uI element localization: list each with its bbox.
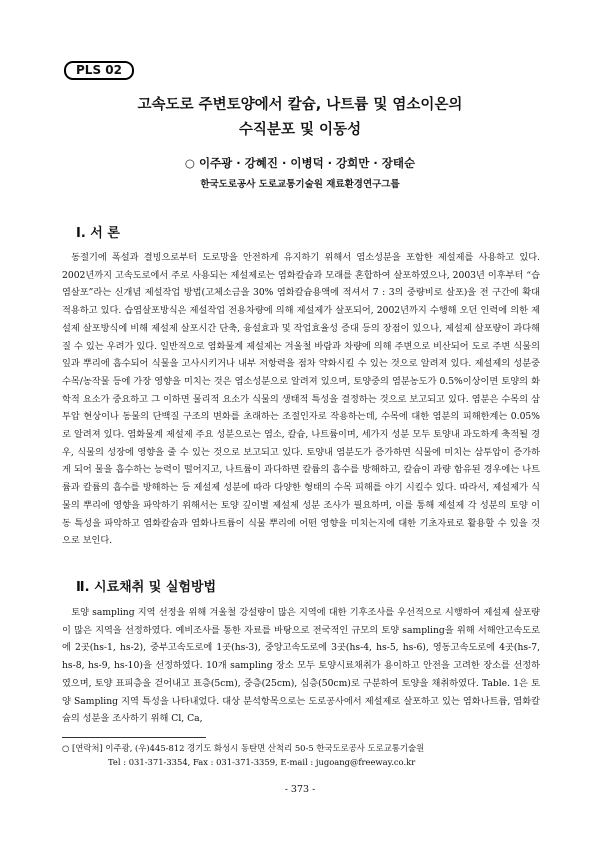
footnote-phone-line: Tel : 031-371-3354, Fax : 031-371-3359, E-mail : jugoang@freeway.co.kr xyxy=(108,757,416,767)
author-list: ○ 이주광 · 강혜진 · 이병덕 · 강희만 · 장태순 xyxy=(184,156,416,170)
footnote-divider xyxy=(62,737,206,738)
methods-body: 토양 sampling 지역 선정을 위해 겨울철 강설량이 많은 지역에 대한 기후조사를 우선적으로 시행하여 제설제 살포량이 많은 지역을 선정하였다. 예비조사를 통한 자료를 바탕으로 전국적인 규모의 토양 sampling을 위해 서해안고속도로에 2곳(hs-1, hs-2), 중부고속도로에 1곳(hs-3), 중앙고속도로에 3곳(hs-4, hs-5, hs-6), 영동고속도로에 4곳(hs-7, hs-8, hs-9, hs-10)을 선정하였다. 10개 sampling 장소 모두 토양시료채취가 용이하고 안전을 고려한 장소를 선정하였으며, 토양 표피층을 걷어내고 표층(5cm), 중층(25cm), 심층(50cm)로 구분하여 토양을 채취하였다. Table. 1은 토양 Sampling 지역 특성을 나타내었다. 대상 분석항목으로는 도로공사에서 제설제로 살포하고 있는 염화나트륨, 염화칼슘의 성분을 조사하기 위해 Cl, Ca, xyxy=(62,607,540,725)
paper-title-line-1: 고속도로 주변토양에서 칼슘, 나트륨 및 염소이온의 xyxy=(137,97,463,113)
affiliation: 한국도로공사 도로교통기술원 재료환경연구그룹 xyxy=(200,179,400,190)
footnote-contact-line: ○ [연락처] 이주광, (우)445-812 경기도 화성시 동탄면 산척리 50-5 한국도로공사 도로교통기술원 xyxy=(62,743,425,753)
page-number: - 373 - xyxy=(284,784,316,795)
section-heading-introduction: Ⅰ. 서 론 xyxy=(76,226,120,241)
footnote xyxy=(62,741,540,769)
introduction-body: 동절기에 폭설과 결빙으로부터 도로망을 안전하게 유지하기 위해서 염소성분을 포함한 제설제를 사용하고 있다. 2002년까지 고속도로에서 주로 사용되는 제설제로는 염화칼슘과 모래를 혼합하여 살포하였으나, 2003년 이후부터 “습염살포”라는 신개념 제설작업 방법(고체소금을 30% 염화칼슘용액에 적셔서 7 : 3의 중량비로 살포)을 전 구간에 확대 적용하고 있다. 습염살포방식은 제설작업 전용차량에 의해 제설제가 살포되어, 2002년까지 수행해 오던 인력에 의한 제설제 살포방식에 비해 제설제 살포시간 단축, 융설효과 및 작업효율성 증대 등의 장점이 있으나, 제설제 살포량이 과다해 질 수 있는 우려가 있다. 일반적으로 염화물계 제설제는 겨울철 바람과 차량에 의해 주변으로 비산되어 도로 주변 식물의 잎과 뿌리에 흡수되어 식물을 고사시키거나 내부 저항력을 점차 약화시킬 수 있는 것으로 알려져 있다. 제설제의 성분중 수목/농작물 등에 가장 영향을 미치는 것은 염소성분으로 알려져 있으며, 토양중의 염분농도가 0.5%이상이면 토양의 화학적 요소가 중요하고 그 이하면 물리적 요소가 식물의 생태적 특성을 결정하는 것으로 보고되고 있다. 염분은 수목의 삼투압 현상이나 동물의 단백질 구조의 변화를 초래하는 조절인자로 작용하는데, 수목에 대한 염분의 피해한계는 0.05%로 알려져 있다. 염화물계 제설제 주요 성분으로는 염소, 칼슘, 나트륨이며, 세가지 성분 모두 토양내 과도하게 축적될 경우, 식물의 성장에 영향을 줄 수 있는 것으로 보고되고 있다. 토양내 염분도가 증가하면 식물에 미치는 삼투압이 증가하게 되어 물을 흡수하는 능력이 떨어지고, 나트륨이 과다하면 칼륨의 흡수를 방해하고, 칼슘이 과량 함유된 경우에는 나트륨과 칼륨의 흡수를 방해하는 등 제설제 성분에 따라 다양한 형태의 수목 피해를 야기 시킬수 있다. 따라서, 제설제가 식물의 뿌리에 영향을 파악하기 위해서는 토양 깊이별 제설제 성분 조사가 필요하며, 이를 통해 제설제 각 성분의 토양 이동 특성을 파악하고 염화칼슘과 염화나트륨이 식물 뿌리에 어떤 영향을 미치는지에 대한 기초자료로 활용할 수 있을 것으로 보인다. xyxy=(62,252,540,547)
paper-title-line-2: 수직분포 및 이동성 xyxy=(238,122,362,138)
session-badge: PLS 02 xyxy=(64,61,134,80)
section-heading-methods: Ⅱ. 시료채취 및 실험방법 xyxy=(76,580,217,595)
